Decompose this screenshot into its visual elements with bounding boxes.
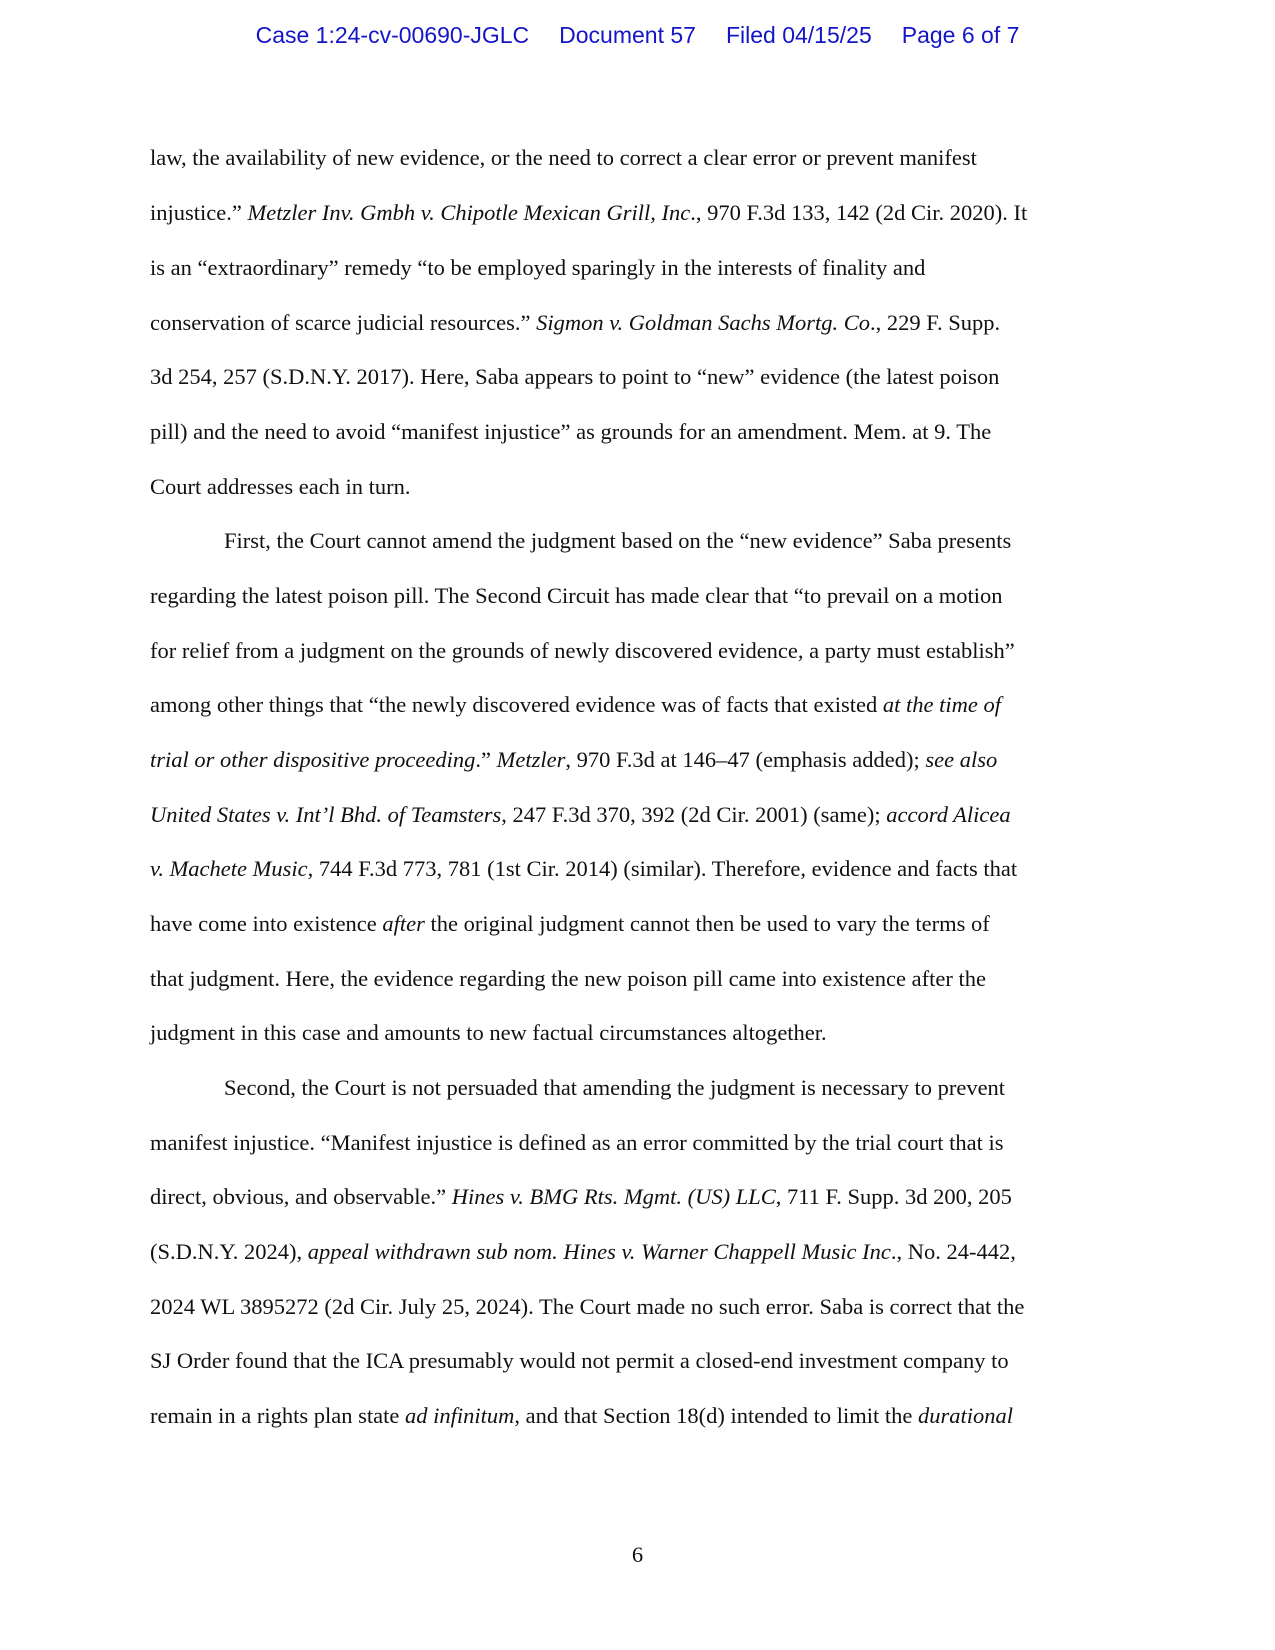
italic-text: see also (925, 747, 998, 772)
text-line (150, 1294, 1024, 1320)
text-line (224, 528, 1011, 554)
italic-text: Sigmon v. Goldman Sachs Mortg. Co (536, 310, 871, 335)
italic-text: accord Alicea (886, 802, 1011, 827)
text-run: Court addresses each in turn. (150, 474, 411, 499)
text-run: 2024 WL 3895272 (2d Cir. July 25, 2024). The Court made no such error. Saba is correct that the (150, 1294, 1025, 1319)
text-line (150, 255, 925, 281)
text-line (150, 1184, 1012, 1210)
text-line (150, 638, 1015, 664)
filed-date: Filed 04/15/25 (725, 22, 872, 48)
case-number: Case 1:24-cv-00690-JGLC (255, 22, 530, 48)
text-line (224, 1075, 1005, 1101)
text-line (150, 1130, 1004, 1156)
text-line (150, 364, 999, 390)
text-run: (S.D.N.Y. 2024), (150, 1239, 308, 1264)
text-line (150, 310, 1000, 336)
text-run: the original judgment cannot then be used to vary the terms of (424, 911, 990, 936)
text-run: .” (475, 747, 497, 772)
text-run: injustice.” (150, 200, 248, 225)
italic-text: Metzler Inv. Gmbh v. Chipotle Mexican Grill, Inc (247, 200, 691, 225)
text-line (150, 911, 990, 937)
text-line (150, 1348, 1009, 1374)
text-line (150, 145, 977, 171)
text-run: First, the Court cannot amend the judgment based on the “new evidence” Saba presents (224, 528, 1012, 553)
text-line (150, 1403, 1013, 1429)
text-run: pill) and the need to avoid “manifest injustice” as grounds for an amendment. Mem. at 9. The (150, 419, 992, 444)
page-indicator: Page 6 of 7 (901, 22, 1020, 48)
text-line (150, 802, 1011, 828)
text-run: have come into existence (150, 911, 383, 936)
text-run: regarding the latest poison pill. The Second Circuit has made clear that “to prevail on a motion (150, 583, 1003, 608)
text-run: , 247 F.3d 370, 392 (2d Cir. 2001) (same); (501, 802, 887, 827)
text-line (150, 692, 1001, 718)
case-header (0, 22, 1275, 49)
text-run: 3d 254, 257 (S.D.N.Y. 2017). Here, Saba appears to point to “new” evidence (the latest poison (150, 364, 1000, 389)
text-line (150, 747, 997, 773)
text-run: ., 970 F.3d 133, 142 (2d Cir. 2020). It (690, 200, 1028, 225)
italic-text: Metzler (496, 747, 566, 772)
text-run: conservation of scarce judicial resources.” (150, 310, 537, 335)
text-line (150, 856, 1017, 882)
text-line (150, 200, 1027, 226)
text-run: ., 229 F. Supp. (870, 310, 1001, 335)
text-run: Second, the Court is not persuaded that amending the judgment is necessary to prevent (224, 1075, 1006, 1100)
text-run: judgment in this case and amounts to new factual circumstances altogether. (150, 1020, 827, 1045)
text-run: law, the availability of new evidence, or the need to correct a clear error or prevent manifest (150, 145, 977, 170)
italic-text: ad infinitum (404, 1403, 515, 1428)
text-line (150, 583, 1002, 609)
text-run: manifest injustice. “Manifest injustice is defined as an error committed by the trial court that is (150, 1130, 1004, 1155)
text-run: for relief from a judgment on the grounds of newly discovered evidence, a party must establish” (150, 638, 1015, 663)
italic-text: appeal withdrawn sub nom. Hines v. Warner Chappell Music Inc (307, 1239, 891, 1264)
italic-text: durational (918, 1403, 1014, 1428)
italic-text: after (382, 911, 425, 936)
italic-text: v. Machete Music, (150, 856, 314, 881)
page-number: 6 (631, 1542, 644, 1567)
italic-text: at the time of (882, 692, 1001, 717)
text-line (150, 419, 991, 445)
text-run: remain in a rights plan state (150, 1403, 405, 1428)
text-run: , and that Section 18(d) intended to limit the (514, 1403, 918, 1428)
text-line (150, 966, 986, 992)
italic-text: trial or other dispositive proceeding (150, 747, 476, 772)
text-run: among other things that “the newly discovered evidence was of facts that existed (150, 692, 883, 717)
text-run: 744 F.3d 773, 781 (1st Cir. 2014) (similar). Therefore, evidence and facts that (313, 856, 1018, 881)
text-run: , 970 F.3d at 146–47 (emphasis added); (565, 747, 926, 772)
text-run: that judgment. Here, the evidence regarding the new poison pill came into existence after the (150, 966, 986, 991)
text-run: , 711 F. Supp. 3d 200, 205 (775, 1184, 1012, 1209)
italic-text: Hines v. BMG Rts. Mgmt. (US) LLC (451, 1184, 776, 1209)
document-number: Document 57 (559, 22, 696, 48)
text-line (150, 474, 411, 500)
text-run: is an “extraordinary” remedy “to be employed sparingly in the interests of finality and (150, 255, 926, 280)
text-run: direct, obvious, and observable.” (150, 1184, 452, 1209)
italic-text: United States v. Int’l Bhd. of Teamsters (150, 802, 502, 827)
text-run: SJ Order found that the ICA presumably would not permit a closed-end investment company to (150, 1348, 1009, 1373)
text-line (150, 1239, 1016, 1265)
text-run: ., No. 24-442, (890, 1239, 1016, 1264)
text-line (150, 1020, 827, 1046)
